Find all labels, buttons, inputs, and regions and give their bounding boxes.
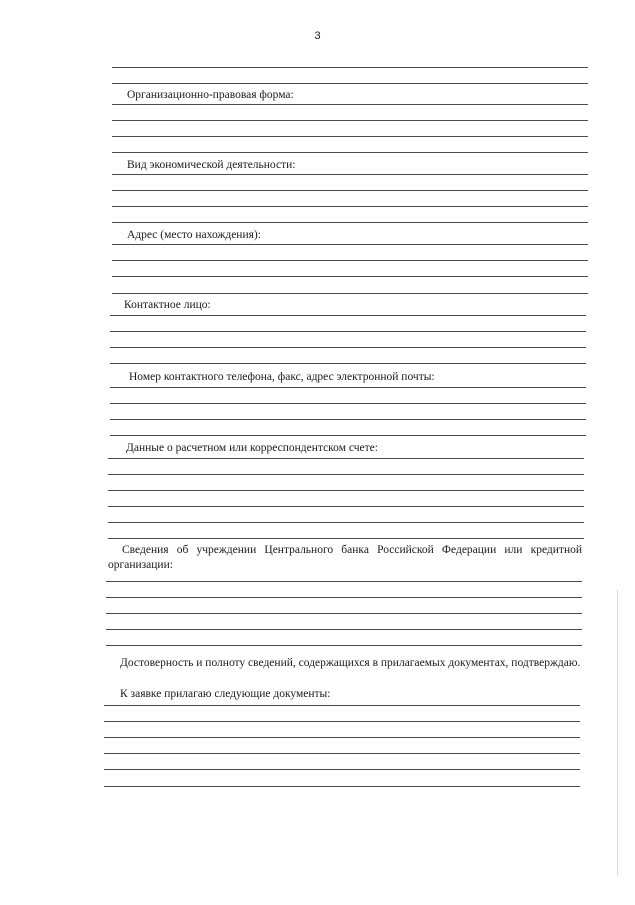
blank-line — [112, 206, 588, 207]
blank-line — [104, 737, 580, 738]
blank-line — [112, 190, 588, 191]
blank-line — [110, 347, 586, 348]
blank-line — [108, 474, 584, 475]
blank-line — [110, 363, 586, 364]
scan-edge-line — [617, 590, 618, 875]
blank-line — [108, 506, 584, 507]
blank-line — [110, 435, 586, 436]
blank-line — [112, 222, 588, 223]
activity-label: Вид экономической деятельности: — [127, 159, 296, 171]
blank-line — [112, 260, 588, 261]
blank-line — [110, 403, 586, 404]
contacts-label: Номер контактного телефона, факс, адрес электронной почты: — [129, 371, 435, 383]
blank-line — [112, 67, 588, 68]
blank-line — [110, 331, 586, 332]
blank-line — [112, 136, 588, 137]
blank-line — [112, 244, 588, 245]
blank-line — [106, 581, 582, 582]
blank-line — [104, 705, 580, 706]
blank-line — [108, 458, 584, 459]
blank-line — [108, 522, 584, 523]
blank-line — [106, 613, 582, 614]
org-form-label: Организационно-правовая форма: — [127, 89, 294, 101]
blank-line — [108, 490, 584, 491]
blank-line — [106, 629, 582, 630]
blank-line — [104, 721, 580, 722]
blank-line — [106, 597, 582, 598]
blank-line — [104, 786, 580, 787]
blank-line — [110, 419, 586, 420]
page-number: 3 — [314, 30, 321, 42]
certification-paragraph: Достоверность и полноту сведений, содержащихся в прилагаемых документах, подтверждаю. — [120, 657, 581, 669]
blank-line — [104, 769, 580, 770]
blank-line — [112, 174, 588, 175]
blank-line — [112, 276, 588, 277]
contact-person-label: Контактное лицо: — [124, 299, 211, 311]
blank-line — [112, 293, 588, 294]
blank-line — [112, 83, 588, 84]
address-label: Адрес (место нахождения): — [127, 229, 261, 241]
blank-line — [112, 152, 588, 153]
blank-line — [110, 315, 586, 316]
blank-line — [112, 120, 588, 121]
account-label: Данные о расчетном или корреспондентском счете: — [126, 442, 378, 454]
attachments-label: К заявке прилагаю следующие документы: — [120, 688, 331, 700]
blank-line — [108, 538, 584, 539]
blank-line — [112, 104, 588, 105]
blank-line — [110, 387, 586, 388]
blank-line — [106, 645, 582, 646]
bank-info-paragraph: Сведения об учреждении Центрального банка Российской Федерации или кредитной организации: — [108, 544, 582, 571]
blank-line — [104, 753, 580, 754]
